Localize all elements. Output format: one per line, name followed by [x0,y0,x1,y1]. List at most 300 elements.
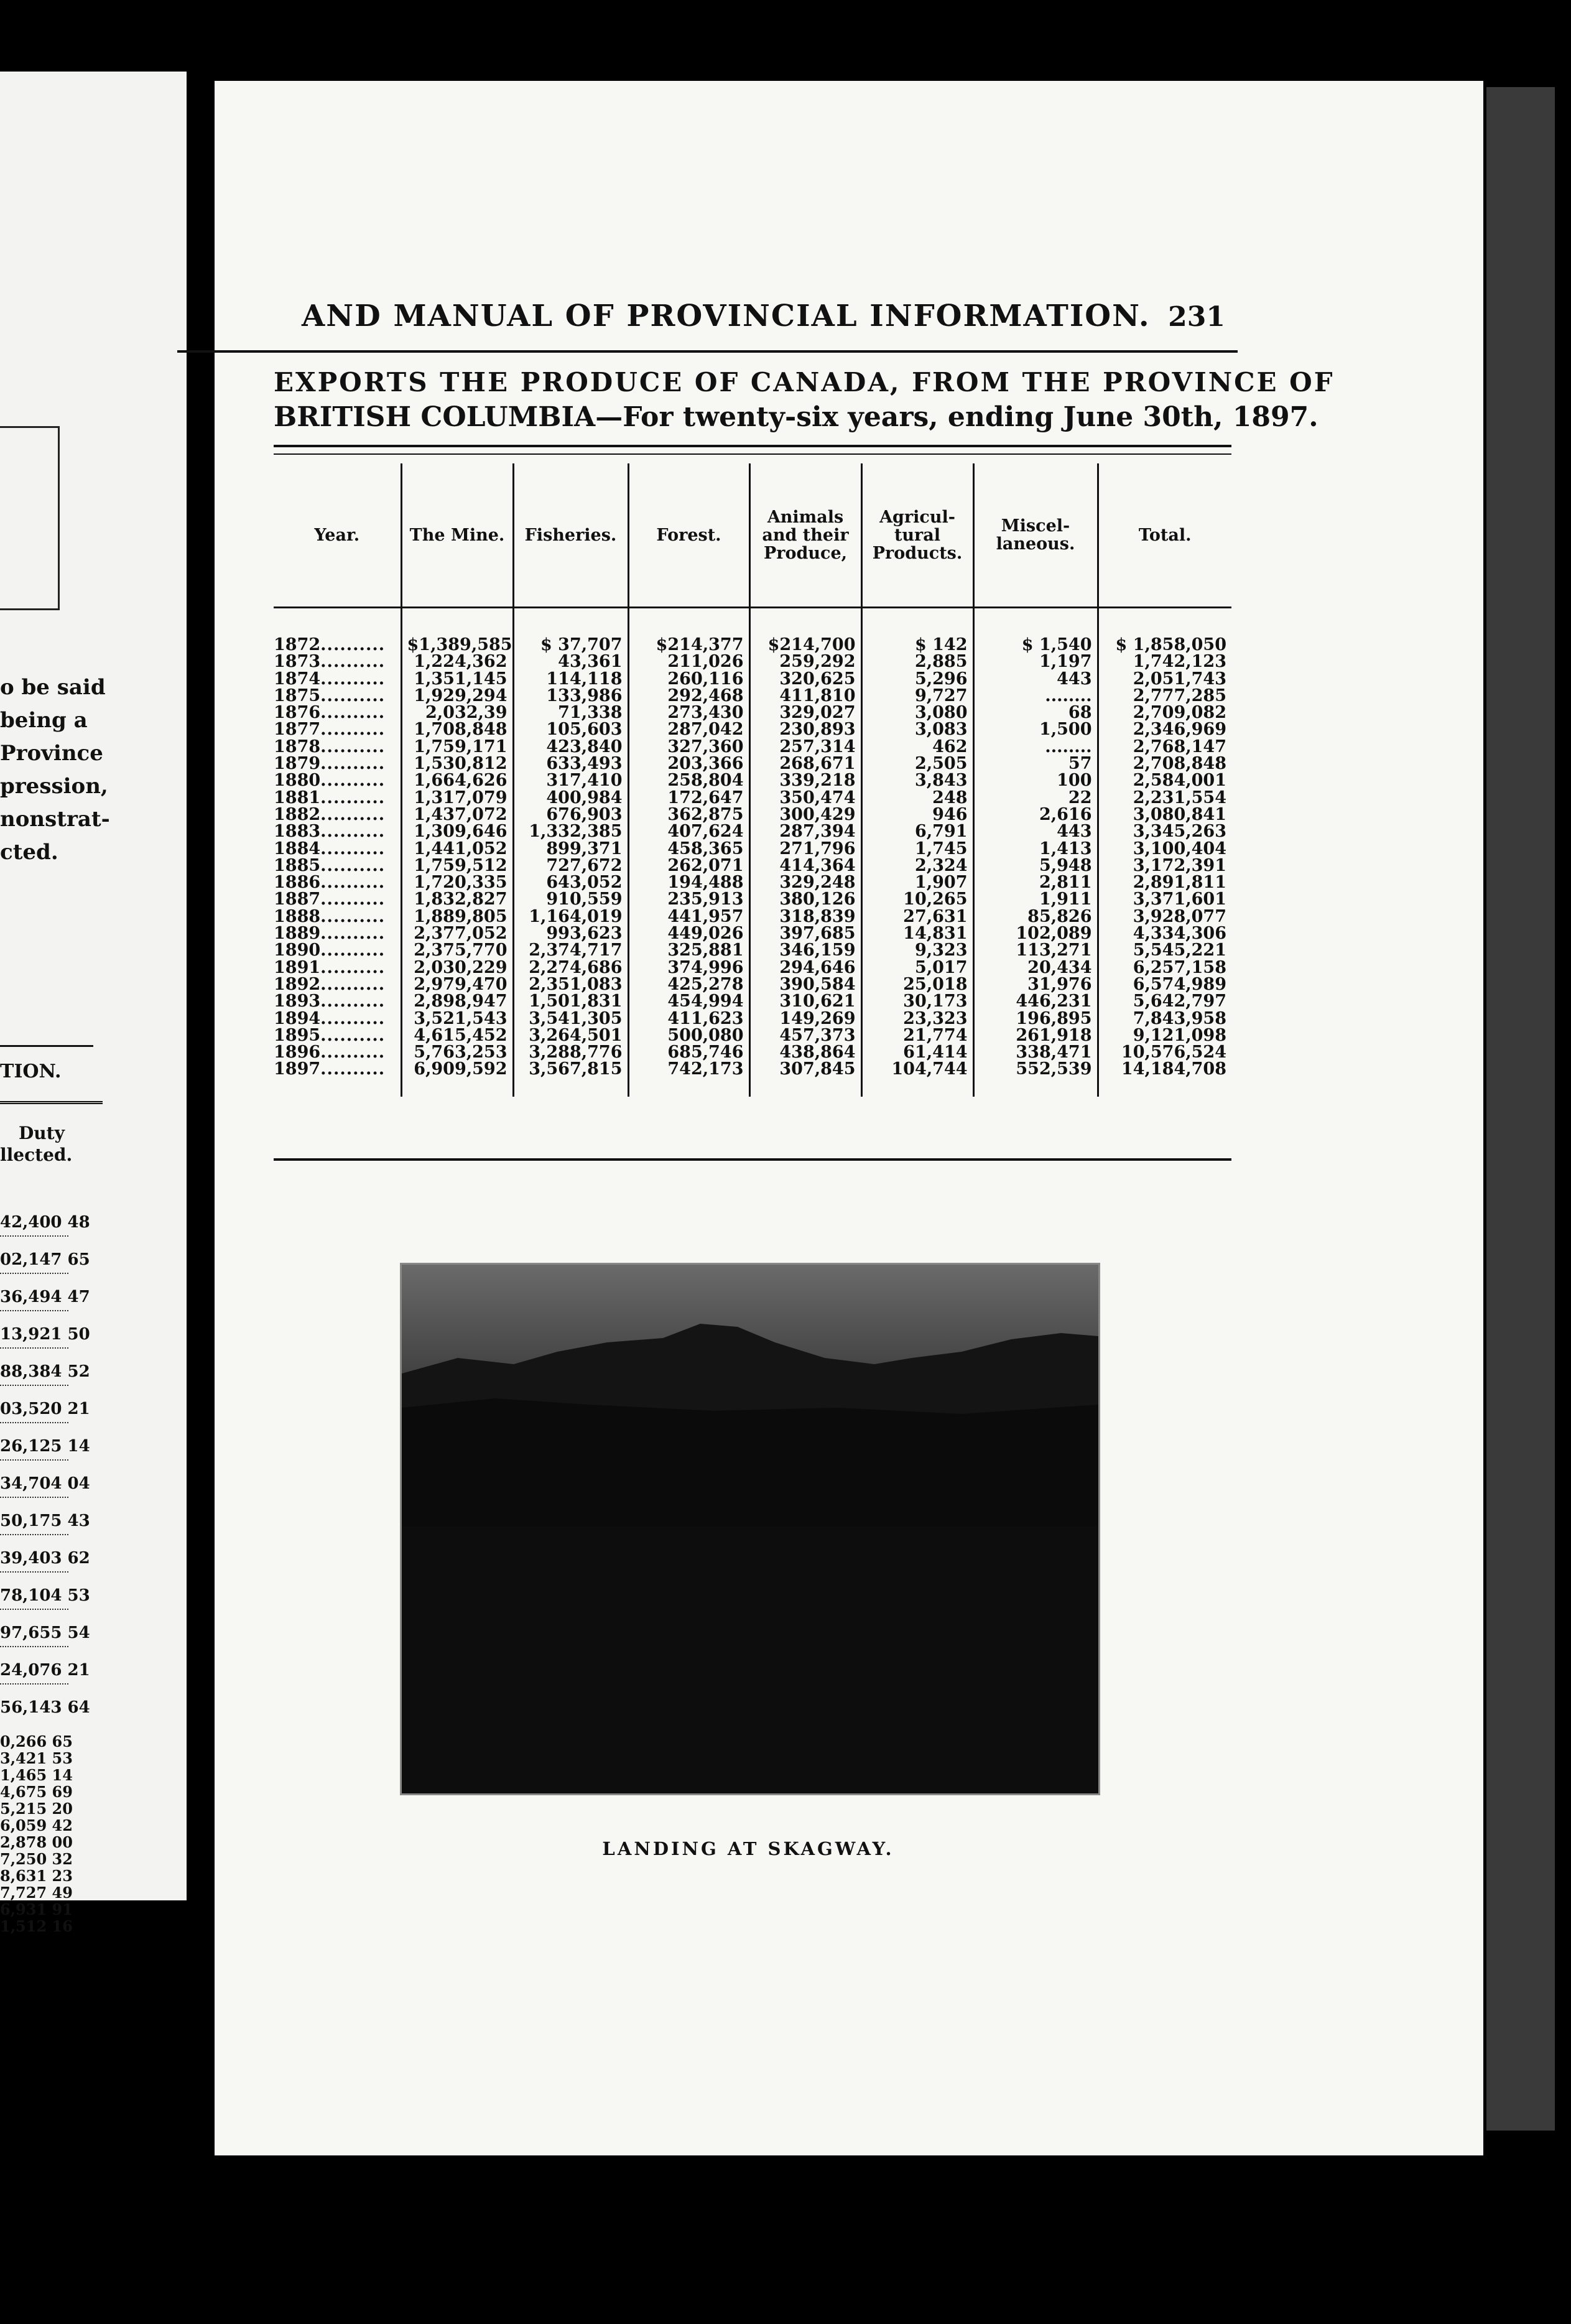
table-row [274,653,1231,670]
table-row [274,1044,1231,1061]
cell-fisheries: 1,501,831 [513,993,628,1010]
cell-mine: 1,759,171 [401,738,513,755]
cell-forest: 411,623 [628,1010,749,1027]
cell-agricultural: 14,831 [861,925,973,942]
cell-fisheries: 1,332,385 [513,823,628,840]
table-row [274,1061,1231,1096]
cell-forest: 685,746 [628,1044,749,1061]
facing-page-box [0,426,60,610]
leader-dots: .......... [320,720,386,740]
cell-fisheries: 676,903 [513,806,628,823]
cell-fisheries: 899,371 [513,840,628,857]
table-row [274,806,1231,823]
table-row [274,704,1231,721]
landing-at-skagway-photo [400,1263,1100,1795]
year-label: 1875 [274,686,321,705]
cell-fisheries: 3,264,501 [513,1027,628,1044]
cell-agricultural: 27,631 [861,908,973,925]
leader-dots: .......... [320,822,386,842]
cell-total: 6,257,158 [1098,959,1231,976]
year-label: 1890 [274,941,321,960]
cell-fisheries: 2,351,083 [513,976,628,993]
cell-fisheries: 133,986 [513,687,628,704]
cell-animals: 257,314 [749,738,861,755]
facing-amount: 36,494 47 [0,1288,90,1306]
cell-fisheries: 400,984 [513,789,628,806]
facing-rule [0,1045,93,1047]
cell-miscellaneous: 102,089 [973,925,1098,942]
leader-dots: .......... [320,1059,386,1079]
cell-total: 4,334,306 [1098,925,1231,942]
year-label: 1880 [274,771,321,791]
facing-page-fragment [0,72,187,1935]
cell-year [274,823,401,840]
cell-mine: 1,437,072 [401,806,513,823]
table-row [274,608,1231,654]
facing-amount: 7,727 49 [0,1884,73,1902]
cell-fisheries: 727,672 [513,857,628,874]
cell-mine: 1,664,626 [401,772,513,789]
cell-year [274,942,401,959]
cell-animals: 230,893 [749,721,861,738]
cell-miscellaneous: 338,471 [973,1044,1098,1061]
table-row [274,908,1231,925]
cell-miscellaneous: 1,197 [973,653,1098,670]
cell-agricultural: 9,727 [861,687,973,704]
cell-forest: 441,957 [628,908,749,925]
facing-dotted-rule [0,1534,68,1535]
cell-year [274,925,401,942]
table-row [274,976,1231,993]
cell-year [274,857,401,874]
cell-fisheries: 3,288,776 [513,1044,628,1061]
cell-total: 10,576,524 [1098,1044,1231,1061]
cell-miscellaneous: 20,434 [973,959,1098,976]
cell-mine: 1,832,827 [401,891,513,908]
table-body [274,608,1231,1097]
cell-mine: 4,615,452 [401,1027,513,1044]
table-header-row [274,463,1231,608]
cell-total: 2,768,147 [1098,738,1231,755]
cell-year [274,840,401,857]
year-label: 1876 [274,703,321,723]
cell-fisheries: 993,623 [513,925,628,942]
cell-agricultural: 6,791 [861,823,973,840]
facing-dotted-rule [0,1571,68,1573]
facing-amount: 5,215 20 [0,1800,73,1818]
column-header-miscellaneous: Miscel-laneous. [973,463,1098,608]
year-label: 1886 [274,873,321,893]
table-top-rule [274,445,1231,455]
cell-miscellaneous: 85,826 [973,908,1098,925]
cell-agricultural: 3,080 [861,704,973,721]
table-row [274,874,1231,891]
cell-agricultural: 104,744 [861,1061,973,1096]
cell-forest: 258,804 [628,772,749,789]
cell-miscellaneous: 5,948 [973,857,1098,874]
cell-forest: 374,996 [628,959,749,976]
leader-dots: .......... [320,737,386,756]
header-rule [177,350,1238,353]
column-header-forest: Forest. [628,463,749,608]
table-row [274,671,1231,687]
cell-animals: 457,373 [749,1027,861,1044]
cell-miscellaneous: 68 [973,704,1098,721]
year-label: 1892 [274,974,321,994]
year-label: 1874 [274,669,321,689]
table-row [274,1010,1231,1027]
cell-animals: $214,700 [749,608,861,654]
facing-dotted-rule [0,1609,68,1610]
cell-mine: 1,530,812 [401,755,513,772]
facing-dotted-rule [0,1385,68,1386]
cell-fisheries: 3,567,815 [513,1061,628,1096]
leader-dots: .......... [320,771,386,791]
leader-dots: .......... [320,855,386,875]
cell-agricultural: 61,414 [861,1044,973,1061]
exports-table [274,463,1231,1097]
cell-agricultural: 3,083 [861,721,973,738]
cell-mine: 1,224,362 [401,653,513,670]
cell-animals: 397,685 [749,925,861,942]
leader-dots: .......... [320,890,386,909]
cell-mine: 2,032,39 [401,704,513,721]
year-label: 1877 [274,720,321,740]
cell-mine: 1,309,646 [401,823,513,840]
facing-amount: 42,400 48 [0,1213,90,1232]
cell-miscellaneous: ........ [973,738,1098,755]
table-title: EXPORTS THE PRODUCE OF CANADA, FROM THE PROVINCE OF [274,367,1335,397]
facing-amount: 26,125 14 [0,1437,90,1456]
cell-total: 2,584,001 [1098,772,1231,789]
facing-amount: 3,421 53 [0,1749,73,1767]
facing-dotted-rule [0,1347,68,1349]
facing-amount: 78,104 53 [0,1586,90,1605]
cell-mine: 2,375,770 [401,942,513,959]
cell-miscellaneous: 22 [973,789,1098,806]
facing-text-line: cted. [0,840,58,865]
cell-fisheries: 3,541,305 [513,1010,628,1027]
cell-forest: $214,377 [628,608,749,654]
column-header-fisheries: Fisheries. [513,463,628,608]
cell-mine: 2,377,052 [401,925,513,942]
cell-mine: 1,929,294 [401,687,513,704]
photo-caption: LANDING AT SKAGWAY. [602,1838,894,1859]
year-label: 1888 [274,906,321,926]
cell-miscellaneous: 113,271 [973,942,1098,959]
leader-dots: .......... [320,686,386,705]
year-label: 1872 [274,635,321,654]
cell-animals: 350,474 [749,789,861,806]
cell-forest: 325,881 [628,942,749,959]
cell-animals: 149,269 [749,1010,861,1027]
facing-amount: 88,384 52 [0,1362,90,1381]
year-label: 1896 [274,1043,321,1062]
cell-year [274,1044,401,1061]
leader-dots: .......... [320,873,386,893]
cell-agricultural: 2,324 [861,857,973,874]
facing-rule [0,1101,103,1104]
cell-mine: 2,898,947 [401,993,513,1010]
cell-miscellaneous: 57 [973,755,1098,772]
cell-agricultural: 10,265 [861,891,973,908]
cell-agricultural: 25,018 [861,976,973,993]
cell-agricultural: 30,173 [861,993,973,1010]
cell-forest: 407,624 [628,823,749,840]
facing-amount: 8,631 23 [0,1867,73,1885]
cell-miscellaneous: 261,918 [973,1027,1098,1044]
cell-total: 5,545,221 [1098,942,1231,959]
facing-dotted-rule [0,1235,68,1237]
year-label: 1887 [274,890,321,909]
cell-animals: 271,796 [749,840,861,857]
cell-animals: 294,646 [749,959,861,976]
table-subtitle: BRITISH COLUMBIA—For twenty-six years, ending June 30th, 1897. [274,401,1318,433]
cell-forest: 260,116 [628,671,749,687]
leader-dots: .......... [320,839,386,858]
cell-mine: 2,030,229 [401,959,513,976]
cell-forest: 287,042 [628,721,749,738]
cell-agricultural: 3,843 [861,772,973,789]
cell-fisheries: 114,118 [513,671,628,687]
cell-total: 2,231,554 [1098,789,1231,806]
leader-dots: .......... [320,957,386,977]
cell-fisheries: 317,410 [513,772,628,789]
cell-forest: 454,994 [628,993,749,1010]
cell-total: 2,777,285 [1098,687,1231,704]
cell-miscellaneous: 443 [973,671,1098,687]
cell-animals: 390,584 [749,976,861,993]
year-label: 1878 [274,737,321,756]
cell-agricultural: 5,017 [861,959,973,976]
cell-year [274,704,401,721]
facing-dotted-rule [0,1422,68,1423]
table-row [274,721,1231,738]
cell-mine: 1,351,145 [401,671,513,687]
year-label: 1883 [274,822,321,842]
cell-total: 6,574,989 [1098,976,1231,993]
leader-dots: .......... [320,703,386,723]
cell-forest: 194,488 [628,874,749,891]
table-row [274,891,1231,908]
leader-dots: .......... [320,1008,386,1028]
cell-miscellaneous: 1,500 [973,721,1098,738]
cell-mine: 3,521,543 [401,1010,513,1027]
cell-fisheries: 643,052 [513,874,628,891]
cell-miscellaneous: 31,976 [973,976,1098,993]
cell-total: 2,708,848 [1098,755,1231,772]
cell-agricultural: 248 [861,789,973,806]
facing-column-header: llected. [0,1145,73,1165]
cell-animals: 438,864 [749,1044,861,1061]
cell-year [274,993,401,1010]
cell-forest: 211,026 [628,653,749,670]
cell-agricultural: 2,505 [861,755,973,772]
cell-animals: 307,845 [749,1061,861,1096]
column-header-total: Total. [1098,463,1231,608]
cell-total: 1,742,123 [1098,653,1231,670]
cell-mine: 1,708,848 [401,721,513,738]
cell-mine: 6,909,592 [401,1061,513,1096]
running-title: AND MANUAL OF PROVINCIAL INFORMATION. [302,299,1151,333]
table-row [274,942,1231,959]
cell-fisheries: 2,374,717 [513,942,628,959]
facing-dotted-rule [0,1646,68,1647]
cell-fisheries: 423,840 [513,738,628,755]
leader-dots: .......... [320,924,386,944]
year-label: 1895 [274,1025,321,1045]
cell-year [274,755,401,772]
leader-dots: .......... [320,1025,386,1045]
year-label: 1889 [274,924,321,944]
cell-miscellaneous: 2,811 [973,874,1098,891]
cell-forest: 235,913 [628,891,749,908]
cell-mine: 2,979,470 [401,976,513,993]
facing-amount: 2,878 00 [0,1833,73,1851]
cell-total: $ 1,858,050 [1098,608,1231,654]
cell-animals: 414,364 [749,857,861,874]
cell-forest: 203,366 [628,755,749,772]
cell-forest: 262,071 [628,857,749,874]
cell-fisheries: 71,338 [513,704,628,721]
cell-forest: 500,080 [628,1027,749,1044]
cell-animals: 320,625 [749,671,861,687]
facing-amount: 02,147 65 [0,1250,90,1269]
table-row [274,840,1231,857]
cell-forest: 449,026 [628,925,749,942]
cell-mine: 1,441,052 [401,840,513,857]
cell-forest: 273,430 [628,704,749,721]
year-label: 1891 [274,957,321,977]
cell-fisheries: 1,164,019 [513,908,628,925]
cell-animals: 329,027 [749,704,861,721]
cell-agricultural: 5,296 [861,671,973,687]
year-label: 1879 [274,754,321,774]
facing-amount: 1,512 16 [0,1917,73,1935]
cell-total: 7,843,958 [1098,1010,1231,1027]
facing-heading: TION. [0,1061,62,1082]
page-header [177,299,1238,348]
leader-dots: .......... [320,635,386,654]
year-label: 1882 [274,804,321,824]
cell-year [274,1061,401,1096]
cell-agricultural: 23,323 [861,1010,973,1027]
cell-animals: 287,394 [749,823,861,840]
cell-mine: 1,759,512 [401,857,513,874]
cell-forest: 292,468 [628,687,749,704]
cell-miscellaneous: 446,231 [973,993,1098,1010]
cell-total: 3,345,263 [1098,823,1231,840]
table-row [274,755,1231,772]
cell-year [274,1027,401,1044]
cell-agricultural: $ 142 [861,608,973,654]
cell-year [274,687,401,704]
cell-agricultural: 946 [861,806,973,823]
cell-agricultural: 1,745 [861,840,973,857]
year-label: 1885 [274,855,321,875]
cell-fisheries: 43,361 [513,653,628,670]
cell-forest: 425,278 [628,976,749,993]
cell-total: 3,100,404 [1098,840,1231,857]
cell-animals: 300,429 [749,806,861,823]
cell-agricultural: 2,885 [861,653,973,670]
facing-dotted-rule [0,1683,68,1685]
cell-year [274,806,401,823]
facing-amount: 13,921 50 [0,1325,90,1344]
table-row [274,1027,1231,1044]
cell-miscellaneous: 1,911 [973,891,1098,908]
column-header-agricultural: Agricul-tural Products. [861,463,973,608]
leader-dots: .......... [320,992,386,1011]
cell-year [274,738,401,755]
facing-amount: 34,704 04 [0,1474,90,1493]
page-edge [1486,87,1555,2131]
table-row [274,789,1231,806]
table-row [274,959,1231,976]
cell-year [274,608,401,654]
cell-animals: 411,810 [749,687,861,704]
facing-amount: 1,465 14 [0,1766,73,1784]
cell-animals: 339,218 [749,772,861,789]
year-label: 1893 [274,992,321,1011]
facing-amount: 39,403 62 [0,1549,90,1568]
cell-total: 5,642,797 [1098,993,1231,1010]
facing-amount: 6,931 91 [0,1900,73,1918]
cell-year [274,874,401,891]
cell-year [274,891,401,908]
column-header-mine: The Mine. [401,463,513,608]
cell-total: 9,121,098 [1098,1027,1231,1044]
facing-dotted-rule [0,1273,68,1274]
facing-text-line: o be said [0,675,106,700]
facing-amount: 56,143 64 [0,1698,90,1717]
cell-total: 2,709,082 [1098,704,1231,721]
cell-year [274,772,401,789]
year-label: 1873 [274,652,321,672]
cell-fisheries: $ 37,707 [513,608,628,654]
cell-total: 3,172,391 [1098,857,1231,874]
cell-miscellaneous: 100 [973,772,1098,789]
facing-text-line: Province [0,741,103,766]
cell-total: 3,371,601 [1098,891,1231,908]
cell-miscellaneous: 552,539 [973,1061,1098,1096]
year-label: 1884 [274,839,321,858]
cell-animals: 329,248 [749,874,861,891]
leader-dots: .......... [320,974,386,994]
cell-year [274,789,401,806]
cell-agricultural: 21,774 [861,1027,973,1044]
facing-amount: 4,675 69 [0,1783,73,1801]
cell-miscellaneous: 1,413 [973,840,1098,857]
cell-mine: 1,317,079 [401,789,513,806]
cell-forest: 742,173 [628,1061,749,1096]
table-row [274,687,1231,704]
table-row [274,925,1231,942]
cell-total: 2,346,969 [1098,721,1231,738]
cell-year [274,959,401,976]
column-header-year: Year. [274,463,401,608]
facing-amount: 6,059 42 [0,1816,73,1834]
cell-forest: 327,360 [628,738,749,755]
leader-dots: .......... [320,1043,386,1062]
leader-dots: .......... [320,906,386,926]
leader-dots: .......... [320,804,386,824]
cell-agricultural: 462 [861,738,973,755]
cell-total: 2,051,743 [1098,671,1231,687]
cell-fisheries: 633,493 [513,755,628,772]
table-row [274,993,1231,1010]
cell-year [274,908,401,925]
